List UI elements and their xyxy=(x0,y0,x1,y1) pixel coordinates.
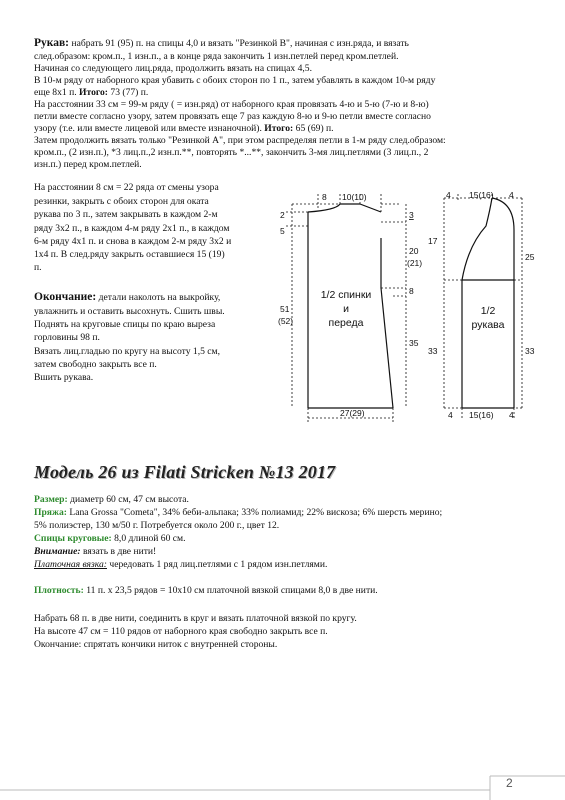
sleeve-line-13: резинки, закрыть с обоих сторон для оката xyxy=(34,196,209,207)
sleeve-left-17: 17 xyxy=(428,236,438,246)
finish-line-5: Вязать лиц.гладью по кругу на высоту 1,5 см, xyxy=(34,346,221,357)
model-gauge: Плотность: 11 п. х 23,5 рядов = 10х10 см платочной вязкой спицами 8,0 в две нити. xyxy=(34,585,378,596)
model-title: Модель 26 из Filati Stricken №13 2017 xyxy=(34,462,336,482)
sleeve-line-1: Рукав: набрать 91 (95) п. на спицы 4,0 и вязать "Резинкой В", начиная с изн.ряда, и вязать xyxy=(34,37,409,49)
finish-line-3: Поднять на круговые спицы по краю выреза xyxy=(34,319,216,330)
finish-line-7: Вшить рукава. xyxy=(34,372,94,383)
body-piece-diagram xyxy=(308,204,393,408)
body-label-line3: переда xyxy=(328,317,364,329)
page-number: 2 xyxy=(506,776,513,790)
sleeve-line-2: след.образом: кром.п., 1 изн.п., а в конце ряда закончить 1 изн.петлей перед кром.петлей. xyxy=(34,51,399,62)
model-instr-3: Окончание: спрятать кончики ниток с внутренней стороны. xyxy=(34,639,278,650)
footer-rule xyxy=(0,770,565,800)
sleeve-bottom-15: 15(16) xyxy=(469,410,494,420)
finish-line-1: Окончание: детали наколоть на выкройку, xyxy=(34,291,221,303)
sleeve-line-10: кром.п., (2 изн.п.), *3 лиц.п.,2 изн.п.**, повторять *...**, закончить 3-мя лиц.петлями (3 лиц.п., 2 xyxy=(34,147,429,158)
body-label-line2: и xyxy=(343,303,349,315)
sleeve-line-7: петли вместе согласно узору, затем провязать еще 7 раз каждую 8-ю и 9-ю петли вместе согласно xyxy=(34,111,431,122)
body-right-20: 20 xyxy=(409,246,419,256)
sleeve-line-14: рукава по 3 п., затем закрывать в каждом 2-м xyxy=(34,209,218,220)
sleeve-line-15: ряду 3х2 п., в каждом 4-м ряду 2х1 п., в каждом xyxy=(34,223,230,234)
body-right-35: 35 xyxy=(409,338,419,348)
body-right-21: (21) xyxy=(407,258,423,268)
finish-line-6: затем свободно закрыть все п. xyxy=(34,359,157,370)
sleeve-line-18: п. xyxy=(34,262,42,273)
sleeve-piece-diagram xyxy=(462,198,514,408)
sleeve-line-11: изн.п.) перед кром.петлей. xyxy=(34,159,142,170)
body-side-52: (52) xyxy=(278,316,294,326)
sleeve-line-6: На расстоянии 33 см = 99-м ряду ( = изн.ряд) от наборного края провязать 4-ю и 5-ю (7-ю и 8-ю) xyxy=(34,99,429,110)
sleeve-label-line2: рукава xyxy=(471,319,505,331)
sleeve-line-8: узору (т.е. или вместе лицевой или вместе изнаночной). Итого: 65 (69) п. xyxy=(34,123,334,134)
model-instr-1: Набрать 68 п. в две нити, соединить в круг и вязать платочной вязкой по кругу. xyxy=(34,613,357,624)
model-needles: Спицы круговые: 8,0 длиной 60 см. xyxy=(34,533,186,544)
sleeve-top-4b: 4 xyxy=(509,190,514,200)
model-yarn-2: 5% полиэстер, 130 м/50 г. Потребуется около 200 г., цвет 12. xyxy=(34,520,280,531)
finish-line-4: горловины 98 п. xyxy=(34,332,100,343)
sleeve-top-15: 15(16) xyxy=(469,190,494,200)
body-right-8: 8 xyxy=(409,286,414,296)
sleeve-right-33: 33 xyxy=(525,346,535,356)
sleeve-line-5: еще 8х1 п. Итого: 73 (77) п. xyxy=(34,87,149,98)
body-right-3: 3 xyxy=(409,210,414,220)
sleeve-line-4: В 10-м ряду от наборного края убавить с обоих сторон по 1 п., затем убавлять в каждом 10-м ряду xyxy=(34,75,436,86)
body-side-51: 51 xyxy=(280,304,290,314)
sleeve-bottom-4b: 4 xyxy=(509,410,514,420)
sleeve-line-17: 1х4 п. В след.ряду закрыть оставшиеся 15 (19) xyxy=(34,249,225,260)
sleeve-line-3: Начиная со следующего лиц.ряда, продолжить вязать на спицах 4,5. xyxy=(34,63,312,74)
sleeve-top-4: 4 xyxy=(446,190,451,200)
sleeve-bottom-4: 4 xyxy=(448,410,453,420)
sleeve-line-9: Затем продолжить вязать только "Резинкой А", при этом распределяя петли в 1-м ряду след.образом: xyxy=(34,135,446,146)
sleeve-heading: Рукав: xyxy=(34,37,70,49)
body-top-width-b: 10(10) xyxy=(342,192,367,202)
finish-line-2: увлажнить и оставить высохнуть. Сшить швы. xyxy=(34,306,225,317)
pattern-schematic xyxy=(278,186,540,426)
sleeve-line-12: На расстоянии 8 см = 22 ряда от смены узора xyxy=(34,182,219,193)
body-bottom-width: 27(29) xyxy=(340,408,365,418)
model-yarn-1: Пряжа: Lana Grossa "Cometa", 34% беби-альпака; 33% полиамид; 22% вискоза; 6% шерсть мерино; xyxy=(34,507,443,518)
body-side-5: 5 xyxy=(280,226,285,236)
body-top-width-a: 8 xyxy=(322,192,327,202)
sleeve-left-33: 33 xyxy=(428,346,438,356)
body-side-2: 2 xyxy=(280,210,285,220)
finish-heading: Окончание: xyxy=(34,291,97,303)
sleeve-line-16: 6-м ряду 4х1 п. и снова в каждом 2-м ряду 3х2 и xyxy=(34,236,232,247)
sleeve-right-25: 25 xyxy=(525,252,535,262)
body-label-line1: 1/2 спинки xyxy=(320,289,372,301)
model-garter: Платочная вязка: чередовать 1 ряд лиц.петлями с 1 рядом изн.петлями. xyxy=(34,559,328,570)
sleeve-label-line1: 1/2 xyxy=(480,305,496,317)
model-instr-2: На высоте 47 см = 110 рядов от наборного края свободно закрыть все п. xyxy=(34,626,328,637)
model-size: Размер: диаметр 60 см, 47 см высота. xyxy=(34,494,189,505)
model-attention: Внимание: вязать в две нити! xyxy=(34,546,157,557)
